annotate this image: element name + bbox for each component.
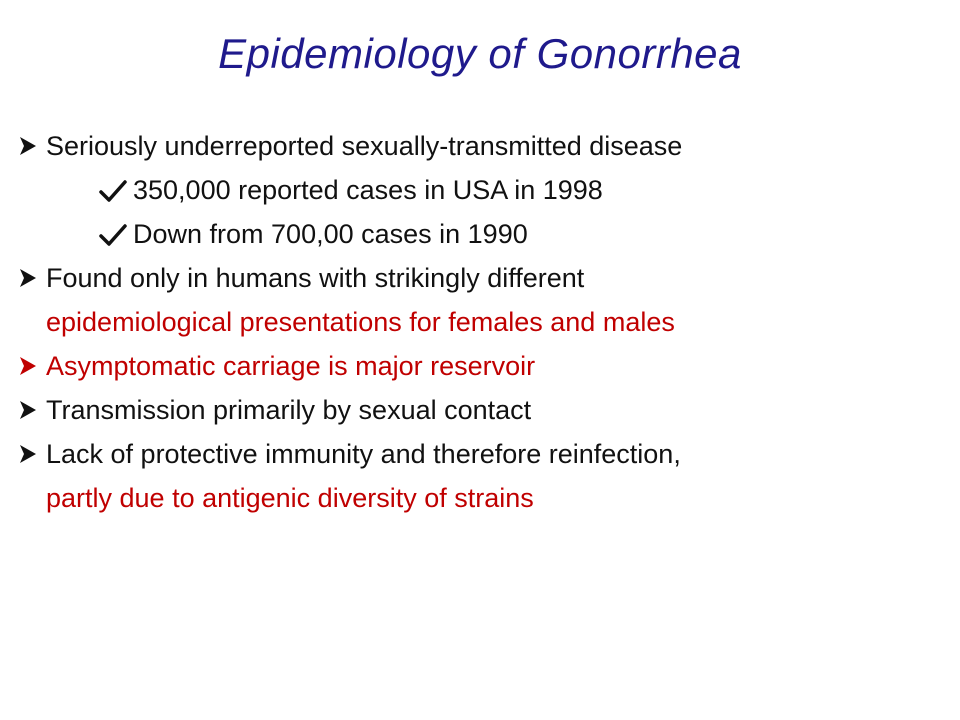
arrow-bullet-icon	[16, 388, 40, 432]
bullet-item	[16, 124, 946, 168]
bullet-text-emphasis: partly due to antigenic diversity of strains	[46, 483, 534, 513]
arrow-bullet-icon	[16, 344, 40, 388]
arrow-bullet-icon	[16, 124, 40, 168]
sub-bullet-text: 350,000 reported cases in USA in 1998	[133, 175, 603, 205]
sub-bullet-item	[16, 168, 946, 212]
checkmark-icon	[98, 168, 130, 212]
bullet-item	[16, 256, 946, 344]
sub-bullet-text: Down from 700,00 cases in 1990	[133, 219, 528, 249]
checkmark-icon	[98, 212, 130, 256]
bullet-text: Lack of protective immunity and therefore reinfection,	[46, 439, 681, 469]
sub-bullet-item	[16, 212, 946, 256]
bullet-item	[16, 388, 946, 432]
bullet-text: Transmission primarily by sexual contact	[46, 395, 532, 425]
bullet-list	[16, 124, 946, 520]
bullet-item	[16, 344, 946, 388]
bullet-item	[16, 432, 946, 520]
bullet-text-emphasis: Asymptomatic carriage is major reservoir	[46, 351, 536, 381]
slide-title: Epidemiology of Gonorrhea	[218, 30, 742, 77]
bullet-text: Seriously underreported sexually-transmitted disease	[46, 131, 683, 161]
bullet-text-emphasis: epidemiological presentations for females and males	[46, 307, 675, 337]
arrow-bullet-icon	[16, 432, 40, 476]
bullet-text: Found only in humans with strikingly different	[46, 263, 585, 293]
arrow-bullet-icon	[16, 256, 40, 300]
